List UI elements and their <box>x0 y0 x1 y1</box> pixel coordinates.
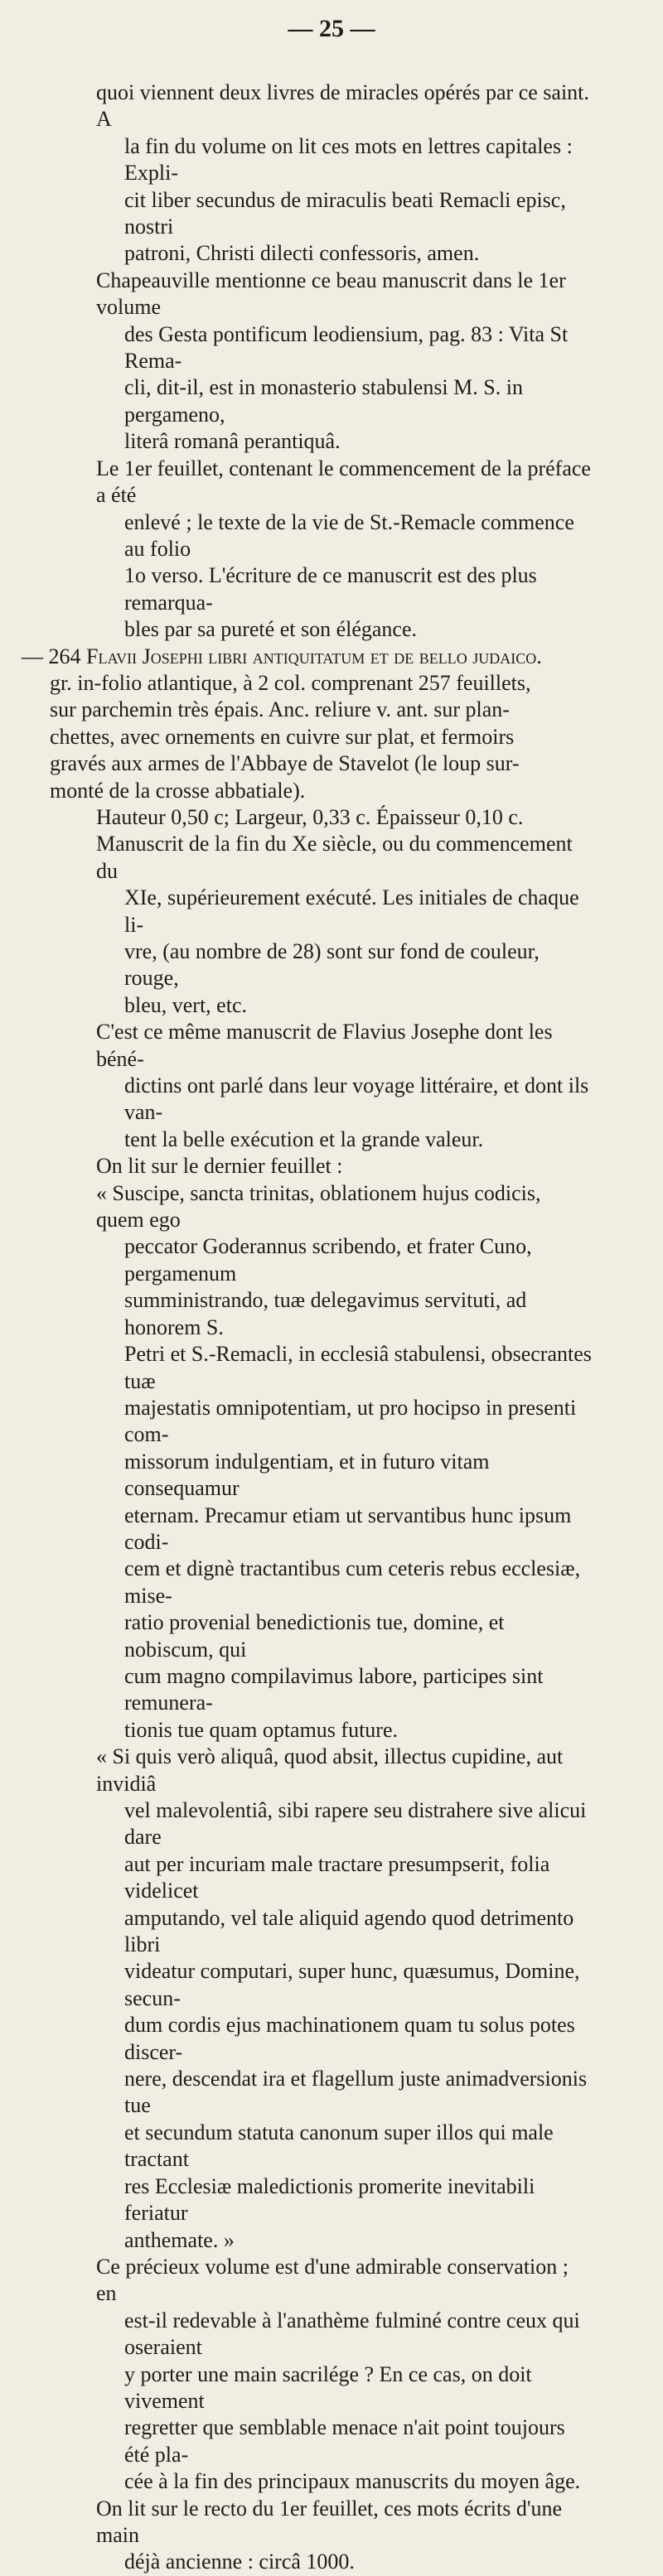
line: peccator Goderannus scribendo, et frater Cuno, pergamenum <box>124 1234 532 1286</box>
line-first: Hauteur 0,50 c; Largeur, 0,33 c. Épaisseur 0,10 c. <box>96 804 524 829</box>
line-first: Le 1er feuillet, contenant le commencement de la préface a été <box>96 456 591 508</box>
paragraph <box>96 1180 593 1744</box>
line: XIe, supérieurement exécuté. Les initiales de chaque li- <box>124 885 579 937</box>
line: regretter que semblable menace n'ait point toujours été pla- <box>124 2415 565 2467</box>
line: bleu, vert, etc. <box>124 992 247 1017</box>
line: la fin du volume on lit ces mots en lettres capitales : Expli- <box>124 133 573 186</box>
page-number: — 25 — <box>288 15 375 42</box>
line: Petri et S.-Remacli, in ecclesiâ stabulensi, obsecrantes tuæ <box>124 1342 592 1393</box>
line: des Gesta pontificum leodiensium, pag. 83 : Vita St Rema- <box>124 321 569 374</box>
line: missorum indulgentiam, et in futuro vitam consequamur <box>124 1449 490 1501</box>
line: patroni, Christi dilecti confessoris, amen. <box>124 241 480 266</box>
line: cit liber secundus de miraculis beati Remacli episc, nostri <box>124 187 566 239</box>
line: sur parchemin très épais. Anc. reliure v. ant. sur plan- <box>50 697 510 722</box>
line: y porter une main sacrilége ? En ce cas, on doit vivement <box>124 2361 532 2413</box>
line: monté de la crosse abbatiale). <box>50 778 306 803</box>
line-first: Manuscrit de la fin du Xe siècle, ou du commencement du <box>96 832 573 883</box>
line: ratio provenial benedictionis tue, domine, et nobiscum, qui <box>124 1610 505 1662</box>
line: vre, (au nombre de 28) sont sur fond de couleur, rouge, <box>124 939 540 991</box>
line: aut per incuriam male tractare presumpserit, folia videlicet <box>124 1851 550 1903</box>
line: bles par sa pureté et son élégance. <box>124 617 418 642</box>
line-first: C'est ce même manuscrit de Flavius Josephe dont les béné- <box>96 1020 553 1071</box>
line: gravés aux armes de l'Abbaye de Stavelot (le loup sur- <box>50 751 520 776</box>
page-text <box>22 80 593 2576</box>
line: amputando, vel tale aliquid agendo quod detrimento libri <box>124 1905 574 1957</box>
line: nere, descendat ira et flagellum juste animadversionis tue <box>124 2067 588 2118</box>
line: cum magno compilavimus labore, participes sint remunera- <box>124 1663 544 1715</box>
line: dum cordis ejus machinationem quam tu solus potes discer- <box>124 2013 575 2064</box>
paragraph <box>96 1153 593 1179</box>
line-first: — 264 Flavii Josephi libri antiquitatum et de bello judaico. <box>22 644 542 668</box>
line: tionis tue quam optamus future. <box>124 1717 399 1742</box>
line: sumministrando, tuæ delegavimus servituti, ad honorem S. <box>124 1288 527 1339</box>
paragraph <box>96 1744 593 2254</box>
line: chettes, avec ornements en cuivre sur plat, et fermoirs <box>50 724 515 749</box>
line-first: Ce précieux volume est d'une admirable conservation ; en <box>96 2254 569 2306</box>
line: est-il redevable à l'anathème fulminé contre ceux qui oseraient <box>124 2308 580 2360</box>
paragraph <box>96 1019 593 1153</box>
paragraph <box>96 80 593 268</box>
line: videatur computari, super hunc, quæsumus, Domine, secun- <box>124 1959 580 2010</box>
line: cem et dignè tractantibus cum ceteris rebus ecclesiæ, mise- <box>124 1556 581 1608</box>
line-first: « Suscipe, sancta trinitas, oblationem hujus codicis, quem ego <box>96 1180 541 1233</box>
line: literâ romanâ perantiquâ. <box>124 429 341 454</box>
paragraph <box>96 831 593 1019</box>
paragraph <box>96 2254 593 2496</box>
paragraph <box>96 456 593 644</box>
line: eternam. Precamur etiam ut servantibus hunc ipsum codi- <box>124 1503 572 1554</box>
paragraph <box>96 804 593 831</box>
line: anthemate. » <box>124 2227 235 2252</box>
line-first: Chapeauville mentionne ce beau manuscrit dans le 1er volume <box>96 268 566 320</box>
line-first: « Si quis verò aliquâ, quod absit, illectus cupidine, aut invidiâ <box>96 1744 564 1796</box>
line: et secundum statuta canonum super illos qui male tractant <box>124 2120 554 2172</box>
line: cée à la fin des principaux manuscrits du moyen âge. <box>124 2469 581 2494</box>
paragraph <box>96 2496 593 2576</box>
paragraph <box>96 268 593 456</box>
line: gr. in-folio atlantique, à 2 col. comprenant 257 feuillets, <box>50 670 531 695</box>
line-first: quoi viennent deux livres de miracles opérés par ce saint. A <box>96 80 589 132</box>
line: dictins ont parlé dans leur voyage littéraire, et dont ils van- <box>124 1073 589 1125</box>
line: déjà ancienne : circâ 1000. <box>124 2549 355 2574</box>
line-first: On lit sur le recto du 1er feuillet, ces mots écrits d'une main <box>96 2496 563 2547</box>
line-first: On lit sur le dernier feuillet : <box>96 1154 343 1179</box>
line: enlevé ; le texte de la vie de St.-Remacle commence au folio <box>124 509 574 561</box>
line: majestatis omnipotentiam, ut pro hocipso in presenti com- <box>124 1395 577 1447</box>
line: vel malevolentiâ, sibi rapere seu distrahere sive alicui dare <box>124 1798 587 1850</box>
line: tent la belle exécution et la grande valeur. <box>124 1126 484 1151</box>
line: 1o verso. L'écriture de ce manuscrit est des plus remarqua- <box>124 563 537 615</box>
line: res Ecclesiæ maledictionis promerite inevitabili feriatur <box>124 2173 535 2226</box>
catalog-entry <box>22 644 593 804</box>
line: cli, dit-il, est in monasterio stabulensi M. S. in pergameno, <box>124 375 523 427</box>
